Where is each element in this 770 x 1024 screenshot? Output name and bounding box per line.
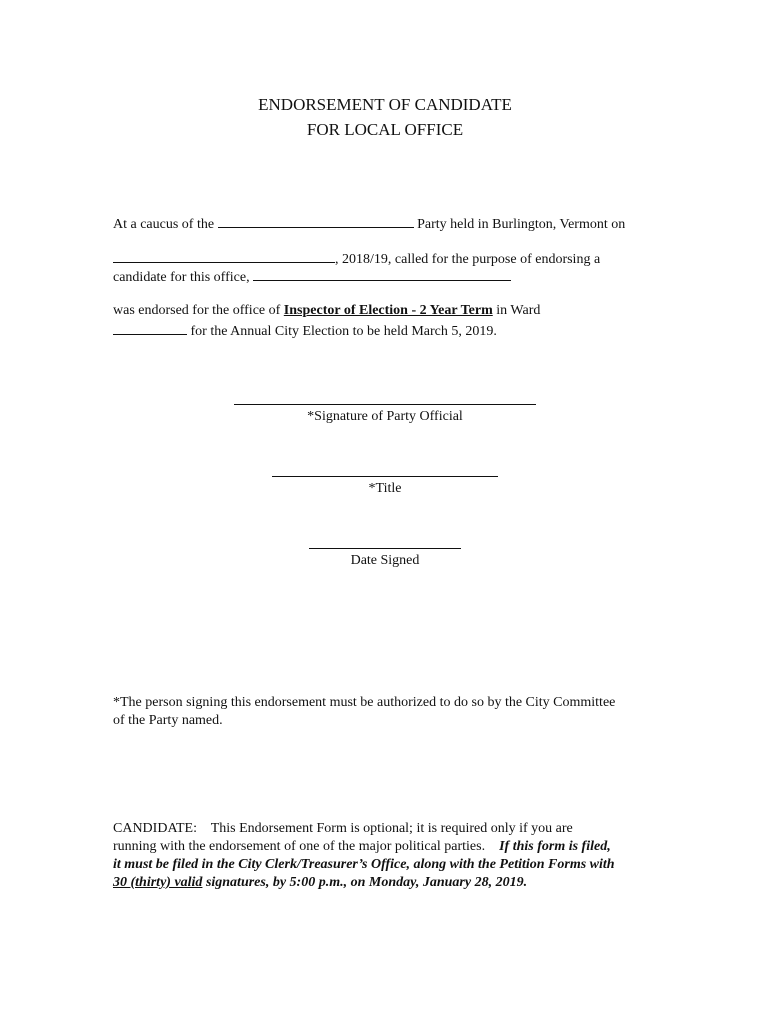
date-signed-label: Date Signed bbox=[350, 553, 420, 568]
title-label: *Title bbox=[368, 481, 402, 496]
candidate-line bbox=[113, 267, 511, 286]
caucus-suffix: Party held in Burlington, Vermont on bbox=[417, 217, 626, 232]
form-title-line-1: ENDORSEMENT OF CANDIDATE bbox=[258, 95, 512, 114]
date-signed-line[interactable] bbox=[309, 548, 461, 549]
candidate-note-line-2-bold: If this form is filed, bbox=[499, 839, 611, 854]
party-official-signature-line[interactable] bbox=[234, 404, 536, 405]
candidate-note-line-4 bbox=[113, 875, 527, 891]
candidate-note-line-2-plain: running with the endorsement of one of the major political parties. bbox=[113, 839, 486, 854]
date-line bbox=[113, 249, 600, 268]
form-title-line-2: FOR LOCAL OFFICE bbox=[306, 120, 464, 139]
ward-line bbox=[113, 321, 497, 340]
candidate-note-line-3: it must be filed in the City Clerk/Treasurer’s Office, along with the Petition Forms with bbox=[113, 857, 615, 872]
valid-signatures-count: 30 (thirty) valid bbox=[113, 875, 203, 890]
caucus-prefix: At a caucus of the bbox=[113, 217, 215, 232]
ward-number-field[interactable] bbox=[113, 321, 187, 335]
party-name-field[interactable] bbox=[218, 214, 414, 228]
endorsed-suffix: in Ward bbox=[496, 303, 541, 318]
endorsed-prefix: was endorsed for the office of bbox=[113, 303, 281, 318]
ward-line-suffix: for the Annual City Election to be held March 5, 2019. bbox=[190, 324, 497, 339]
party-official-signature-label: *Signature of Party Official bbox=[307, 409, 463, 424]
candidate-note-line-2 bbox=[113, 839, 611, 855]
endorsed-line bbox=[113, 303, 540, 319]
footnote-line-2: of the Party named. bbox=[113, 713, 223, 728]
caucus-date-field[interactable] bbox=[113, 249, 335, 263]
footnote-line-1: *The person signing this endorsement must be authorized to do so by the City Committee bbox=[113, 695, 616, 710]
caucus-line bbox=[113, 214, 625, 233]
candidate-note-deadline: signatures, by 5:00 p.m., on Monday, January 28, 2019. bbox=[205, 875, 528, 890]
office-name: Inspector of Election - 2 Year Term bbox=[283, 303, 493, 318]
candidate-prefix: candidate for this office, bbox=[113, 270, 250, 285]
title-signature-line[interactable] bbox=[272, 476, 498, 477]
candidate-note-line-1: CANDIDATE: This Endorsement Form is optional; it is required only if you are bbox=[113, 821, 573, 836]
candidate-name-field[interactable] bbox=[253, 267, 511, 281]
date-line-suffix: , 2018/19, called for the purpose of endorsing a bbox=[335, 252, 601, 267]
